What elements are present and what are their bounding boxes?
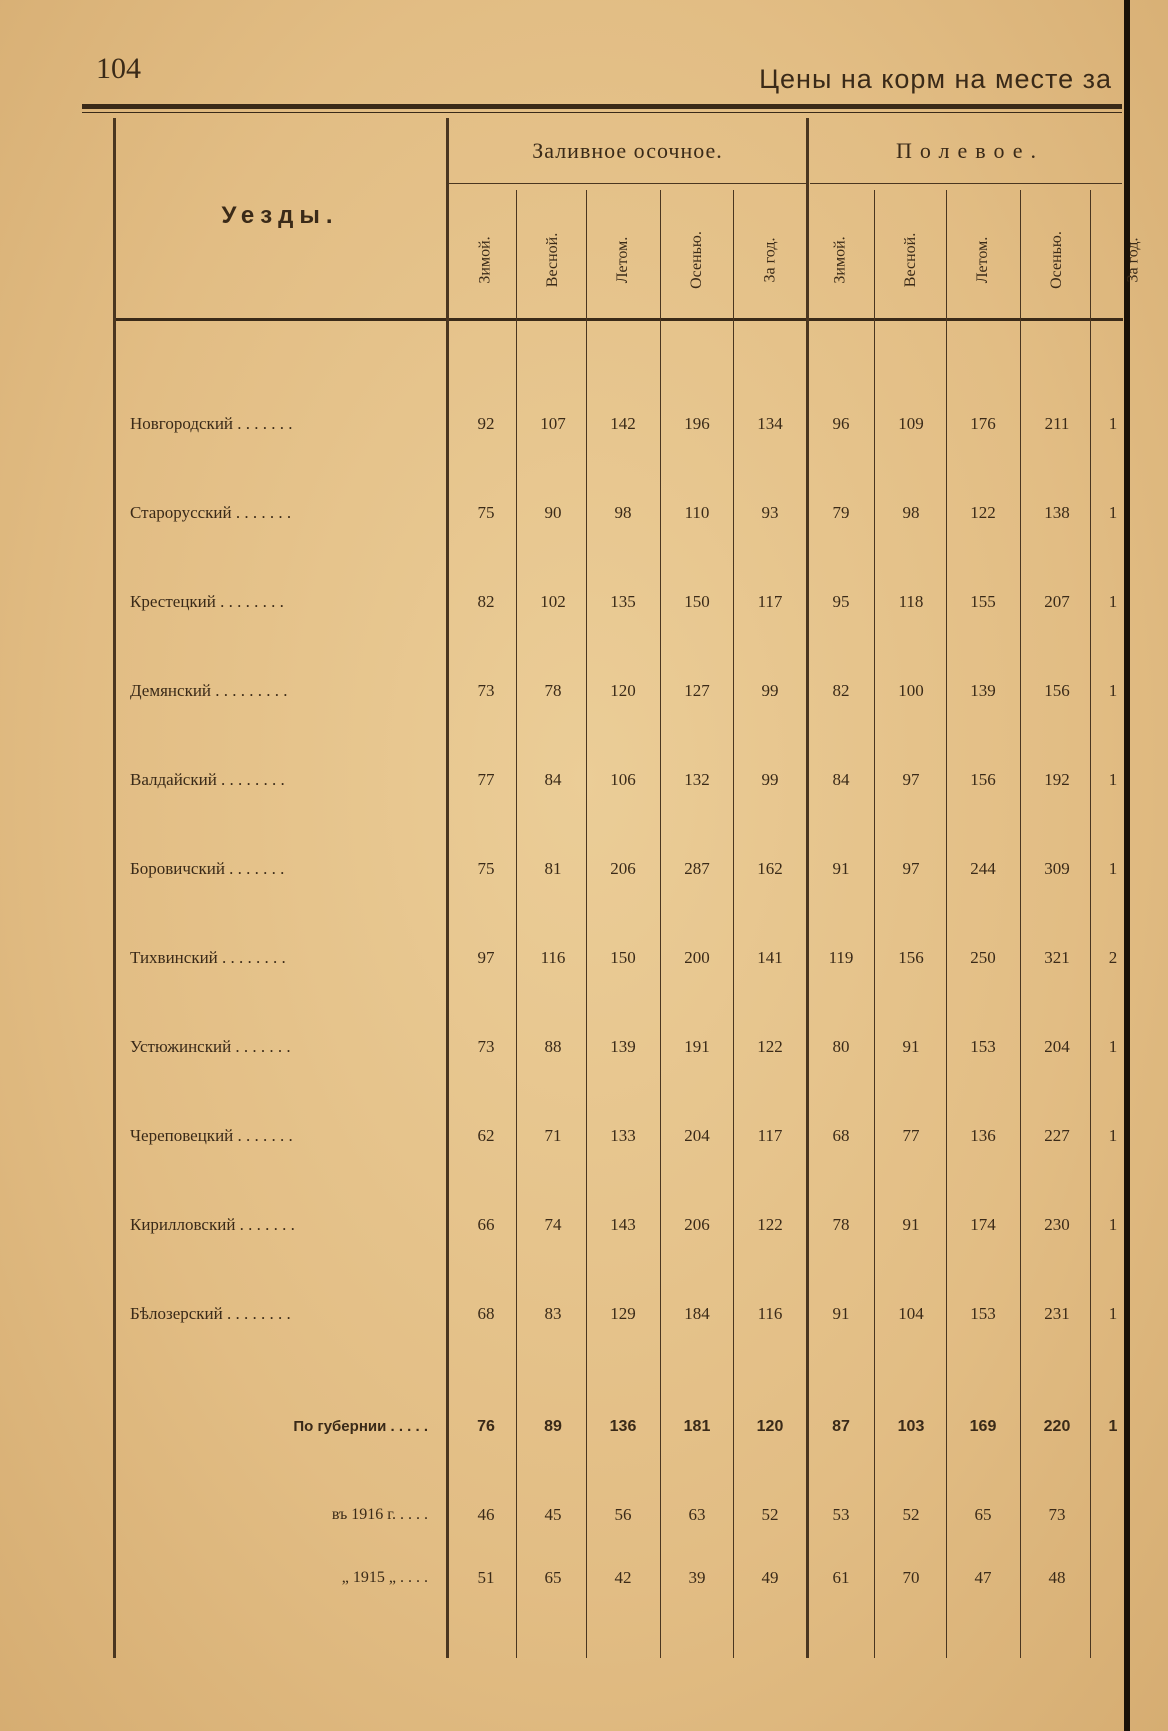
table-row <box>0 938 1130 978</box>
season-header <box>1098 205 1168 315</box>
table-cell: 42 <box>614 1568 632 1587</box>
table-cell: 53 <box>832 1505 850 1524</box>
table-cell: 65 <box>974 1505 992 1524</box>
table-cell: 227 <box>1044 1126 1070 1145</box>
row-header-title: Уезды. <box>221 202 339 229</box>
table-row <box>0 1294 1130 1334</box>
table-cell: 117 <box>757 592 783 611</box>
table-cell: 153 <box>970 1304 996 1323</box>
table-cell: 136 <box>609 1418 637 1435</box>
table-cell: 99 <box>761 681 779 700</box>
summary-row <box>0 1407 1130 1447</box>
table-cell: 93 <box>761 503 779 522</box>
table-cell: 102 <box>540 592 566 611</box>
table-cell: 1 <box>1108 503 1118 522</box>
season-header <box>948 205 1018 315</box>
table-row <box>0 1116 1130 1156</box>
table-cell: 122 <box>757 1037 783 1056</box>
table-cell: 97 <box>902 770 920 789</box>
table-cell: 52 <box>902 1505 920 1524</box>
table-cell: 196 <box>684 414 710 433</box>
table-cell: 79 <box>832 503 850 522</box>
group-header-zalivnoe: Заливное осочное. <box>532 138 723 163</box>
district-name: По губернии . . . . . <box>293 1418 428 1435</box>
table-cell: 73 <box>477 1037 495 1056</box>
table-cell: 52 <box>761 1505 779 1524</box>
table-row <box>0 849 1130 889</box>
table-row <box>0 760 1130 800</box>
table-cell: 1 <box>1108 1215 1118 1234</box>
season-header <box>588 205 658 315</box>
table-cell: 81 <box>544 859 562 878</box>
season-header-label: Зимой. <box>831 236 849 284</box>
table-cell: 84 <box>544 770 562 789</box>
table-cell: 116 <box>757 1304 783 1323</box>
table-cell: 156 <box>1044 681 1070 700</box>
table-cell: 156 <box>970 770 996 789</box>
district-name: Устюжинский . . . . . . . <box>130 1037 291 1056</box>
district-name: Крестецкий . . . . . . . . <box>130 592 284 611</box>
table-cell: 192 <box>1044 770 1070 789</box>
table-cell: 120 <box>610 681 636 700</box>
table-cell: 181 <box>683 1418 711 1435</box>
table-cell: 78 <box>832 1215 850 1234</box>
table-cell: 77 <box>902 1126 920 1145</box>
season-header <box>518 205 588 315</box>
table-cell: 142 <box>610 414 636 433</box>
table-cell: 63 <box>688 1505 706 1524</box>
table-cell: 46 <box>477 1505 495 1524</box>
table-cell: 110 <box>684 503 710 522</box>
district-name: Череповецкий . . . . . . . <box>130 1126 293 1145</box>
table-cell: 49 <box>761 1568 779 1587</box>
table-cell: 244 <box>970 859 996 878</box>
year-row <box>0 1495 1130 1535</box>
table-cell: 169 <box>969 1418 997 1435</box>
table-cell: 127 <box>684 681 710 700</box>
season-header <box>662 205 732 315</box>
table-cell: 139 <box>970 681 996 700</box>
season-header-label: Летом. <box>973 236 991 284</box>
table-cell: 132 <box>684 770 710 789</box>
table-cell: 136 <box>970 1126 996 1145</box>
table-cell: 133 <box>610 1126 636 1145</box>
table-cell: 61 <box>832 1568 850 1587</box>
table-cell: 122 <box>970 503 996 522</box>
table-cell: 231 <box>1044 1304 1070 1323</box>
table-cell: 1 <box>1108 859 1118 878</box>
table-cell: 174 <box>970 1215 996 1234</box>
season-header <box>451 205 521 315</box>
table-cell: 122 <box>757 1215 783 1234</box>
table-cell: 107 <box>540 414 566 433</box>
table-cell: 100 <box>898 681 924 700</box>
table-cell: 91 <box>832 859 850 878</box>
table-cell: 204 <box>1044 1037 1070 1056</box>
table-cell: 71 <box>544 1126 562 1145</box>
table-cell: 75 <box>477 503 495 522</box>
header-rule <box>113 318 1123 321</box>
table-cell: 77 <box>477 770 495 789</box>
table-cell: 120 <box>756 1418 784 1435</box>
top-rule <box>82 104 1122 109</box>
table-cell: 2 <box>1108 948 1118 967</box>
table-cell: 220 <box>1043 1418 1071 1435</box>
season-header <box>735 205 805 315</box>
season-header-label: Зимой. <box>476 236 494 284</box>
table-cell: 56 <box>614 1505 632 1524</box>
table-cell: 1 <box>1108 770 1118 789</box>
table-row <box>0 671 1130 711</box>
table-cell: 103 <box>897 1418 925 1435</box>
table-cell: 99 <box>761 770 779 789</box>
table-cell: 45 <box>544 1505 562 1524</box>
table-cell: 250 <box>970 948 996 967</box>
table-cell: 75 <box>477 859 495 878</box>
table-cell: 68 <box>832 1126 850 1145</box>
table-cell: 1 <box>1108 1126 1118 1145</box>
table-cell: 87 <box>832 1418 850 1435</box>
table-cell: 118 <box>898 592 924 611</box>
table-cell: 206 <box>684 1215 710 1234</box>
district-name: Валдайский . . . . . . . . <box>130 770 285 789</box>
table-cell: 162 <box>757 859 783 878</box>
table-cell: 321 <box>1044 948 1070 967</box>
table-row <box>0 1205 1130 1245</box>
table-cell: 1 <box>1108 681 1118 700</box>
season-header-label: За год. <box>1124 237 1141 283</box>
season-header-label: Весной. <box>544 232 561 288</box>
table-cell: 230 <box>1044 1215 1070 1234</box>
district-name: Кирилловский . . . . . . . <box>130 1215 295 1234</box>
district-name: Бѣлозерский . . . . . . . . <box>130 1304 291 1323</box>
table-cell: 287 <box>684 859 710 878</box>
table-cell: 51 <box>477 1568 495 1587</box>
table-cell: 48 <box>1048 1568 1066 1587</box>
season-header-label: Осенью. <box>1047 231 1065 289</box>
table-cell: 119 <box>828 948 854 967</box>
table-cell: 204 <box>684 1126 710 1145</box>
table-cell: 88 <box>544 1037 562 1056</box>
table-cell: 141 <box>757 948 783 967</box>
table-cell: 39 <box>688 1568 706 1587</box>
table-cell: 80 <box>832 1037 850 1056</box>
table-cell: 91 <box>832 1304 850 1323</box>
table-cell: 1 <box>1108 1418 1118 1435</box>
table-cell: 89 <box>544 1418 562 1435</box>
table-cell: 155 <box>970 592 996 611</box>
season-header-label: За год. <box>761 237 778 283</box>
table-cell: 73 <box>477 681 495 700</box>
running-head: Цены на корм на месте за <box>759 64 1112 94</box>
table-cell: 138 <box>1044 503 1070 522</box>
table-cell: 65 <box>544 1568 562 1587</box>
table-cell: 1 <box>1108 1304 1118 1323</box>
table-cell: 68 <box>477 1304 495 1323</box>
district-name: въ 1916 г. . . . . <box>331 1506 428 1523</box>
table-row <box>0 493 1130 533</box>
table-cell: 47 <box>974 1568 992 1587</box>
season-header-label: Весной. <box>902 232 919 288</box>
table-cell: 206 <box>610 859 636 878</box>
table-cell: 143 <box>610 1215 636 1234</box>
district-name: Тихвинский . . . . . . . . <box>130 948 286 967</box>
table-cell: 92 <box>477 414 495 433</box>
table-cell: 156 <box>898 948 924 967</box>
district-name: Старорусский . . . . . . . <box>130 503 292 522</box>
table-cell: 309 <box>1044 859 1070 878</box>
table-cell: 97 <box>477 948 495 967</box>
season-header-label: Летом. <box>613 236 631 284</box>
table-cell: 82 <box>832 681 850 700</box>
table-row <box>0 404 1130 444</box>
table-cell: 191 <box>684 1037 710 1056</box>
table-cell: 84 <box>832 770 850 789</box>
table-cell: 129 <box>610 1304 636 1323</box>
district-name: Новгородский . . . . . . . <box>130 414 293 433</box>
table-cell: 116 <box>540 948 566 967</box>
season-header <box>1022 205 1092 315</box>
table-cell: 134 <box>757 414 783 433</box>
table-cell: 109 <box>898 414 924 433</box>
table-cell: 96 <box>832 414 850 433</box>
table-cell: 150 <box>610 948 636 967</box>
table-cell: 117 <box>757 1126 783 1145</box>
table-cell: 70 <box>902 1568 920 1587</box>
table-cell: 104 <box>898 1304 924 1323</box>
table-cell: 207 <box>1044 592 1070 611</box>
top-rule-thin <box>82 112 1122 113</box>
season-header <box>876 205 946 315</box>
table-cell: 98 <box>614 503 632 522</box>
table-cell: 82 <box>477 592 495 611</box>
table-cell: 184 <box>684 1304 710 1323</box>
table-cell: 1 <box>1108 1037 1118 1056</box>
table-cell: 83 <box>544 1304 562 1323</box>
table-cell: 91 <box>902 1215 920 1234</box>
group-header-underline <box>810 183 1122 184</box>
table-cell: 153 <box>970 1037 996 1056</box>
district-name: Боровичский . . . . . . . <box>130 859 285 878</box>
table-cell: 90 <box>544 503 562 522</box>
table-cell: 176 <box>970 414 996 433</box>
district-name: Демянский . . . . . . . . . <box>130 681 288 700</box>
table-cell: 1 <box>1108 592 1118 611</box>
table-cell: 97 <box>902 859 920 878</box>
page-number: 104 <box>96 52 141 85</box>
table-row <box>0 582 1130 622</box>
group-header-polevoe: Полевое. <box>895 138 1045 163</box>
table-cell: 74 <box>544 1215 562 1234</box>
table-cell: 200 <box>684 948 710 967</box>
table-cell: 91 <box>902 1037 920 1056</box>
table-cell: 139 <box>610 1037 636 1056</box>
district-name: „ 1915 „ . . . . <box>341 1569 428 1586</box>
group-header-underline <box>448 183 806 184</box>
table-row <box>0 1027 1130 1067</box>
year-row <box>0 1558 1130 1598</box>
season-header <box>806 205 876 315</box>
table-cell: 98 <box>902 503 920 522</box>
table-cell: 76 <box>477 1418 495 1435</box>
table-cell: 95 <box>832 592 850 611</box>
table-cell: 135 <box>610 592 636 611</box>
table-cell: 1 <box>1108 414 1118 433</box>
table-cell: 106 <box>610 770 636 789</box>
table-cell: 73 <box>1048 1505 1066 1524</box>
season-header-label: Осенью. <box>687 231 705 289</box>
table-cell: 62 <box>477 1126 495 1145</box>
table-cell: 211 <box>1044 414 1070 433</box>
table-cell: 66 <box>477 1215 495 1234</box>
table-cell: 78 <box>544 681 562 700</box>
table-cell: 150 <box>684 592 710 611</box>
